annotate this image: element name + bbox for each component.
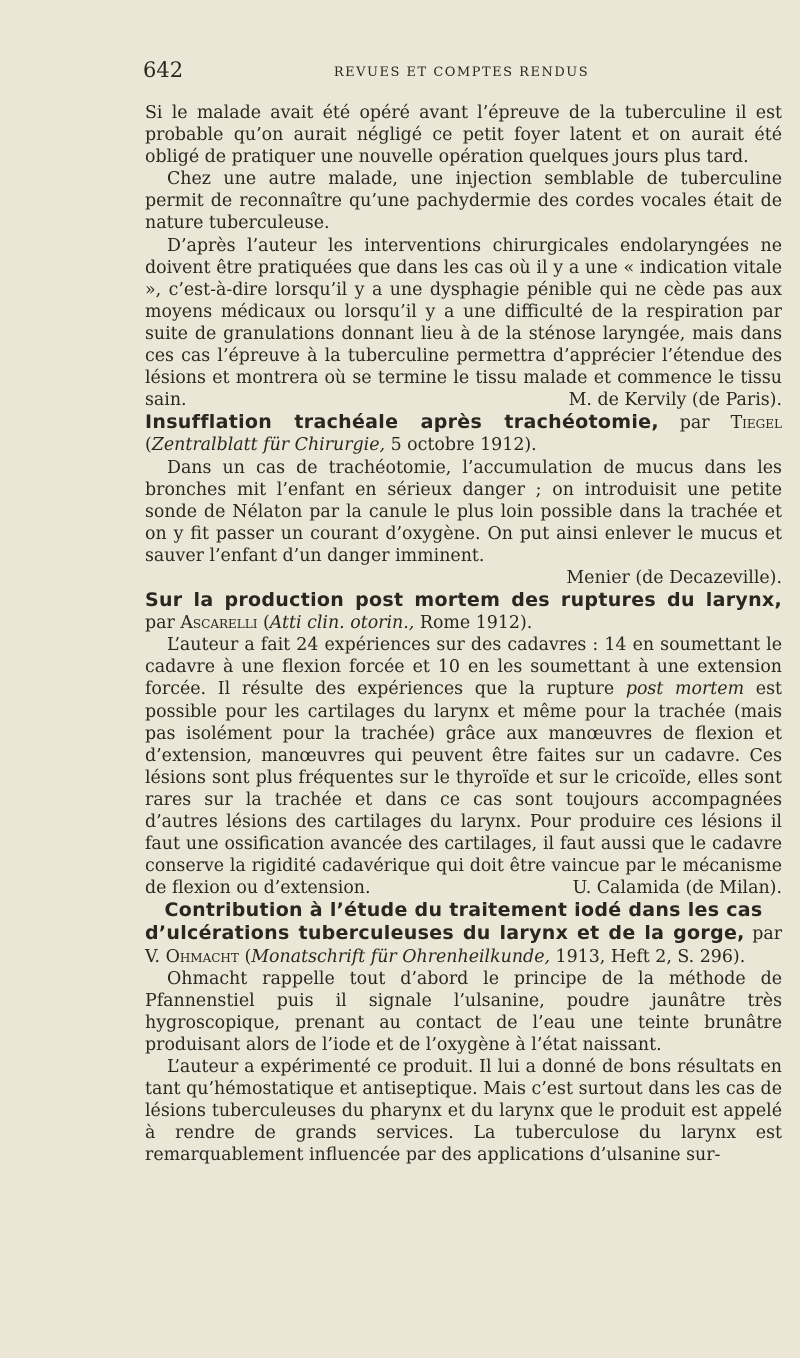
journal-name: Monatschrift für Ohrenheilkunde, bbox=[251, 946, 551, 967]
signature: U. Calamida (de Milan). bbox=[572, 878, 782, 899]
article-title: d’ulcérations tuberculeuses du larynx et de la gorge, bbox=[145, 922, 745, 945]
journal-name: Atti clin. otorin., bbox=[269, 613, 415, 634]
signature: M. de Kervily (de Paris). bbox=[568, 390, 782, 411]
paragraph: Dans un cas de trachéotomie, l’accumulation de mucus dans les bronches mit l’enfant en sérieux danger ; on introduisit une petite sonde de Nélaton par la canule le plus loin possible dans la trachée et on y fit passer un courant d’oxygène. On put ainsi enlever le mucus et sauver l’enfant d’un danger imminent. bbox=[145, 457, 782, 566]
running-title: REVUES ET COMPTES RENDUS bbox=[333, 65, 590, 80]
paragraph: Si le malade avait été opéré avant l’épreuve de la tuberculine il est probable qu’on aurait négligé ce petit foyer latent et on aurait été obligé de pratiquer une nouvelle opération quelques jours plus tard. bbox=[145, 103, 782, 168]
article-heading: Sur la production post mortem des ruptures du larynx, par Ascarelli (Atti clin. otorin., Rome 1912). bbox=[145, 589, 782, 634]
article-title: Contribution à l’étude du traitement iodé dans les cas bbox=[164, 899, 763, 922]
article-author: Tiegel bbox=[730, 413, 782, 434]
paragraph bbox=[145, 235, 782, 412]
article-author: V. Ohmacht bbox=[145, 946, 239, 967]
paragraph: L’auteur a expérimenté ce produit. Il lui a donné de bons résultats en tant qu’hémostatique et antiseptique. Mais c’est surtout dans les cas de lésions tuberculeuses du pharynx et du larynx que le produit est appelé à rendre de grands services. La tuberculose du larynx est remarquablement influencée par des applications d’ulsanine sur- bbox=[145, 1057, 782, 1166]
paragraph: L’auteur a fait 24 expériences sur des cadavres : 14 en soumettant le cadavre à une flexion forcée et 10 en les soumettant à une extension forcée. Il résulte des expériences que la rupture post mortem est possible pour les cartilages du larynx et même pour la trachée (mais pas isolément pour la trachée) grâce aux manœuvres de flexion et d’extension, manœuvres qui peuvent être faites sur un cadavre. Ces lésions sont plus fréquentes sur le thyroïde et sur le cricoïde, elles sont rares sur la trachée et dans ce cas sont toujours accompagnées d’autres lésions des cartilages du larynx. Pour produire ces lésions il faut une ossification avancée des cartilages, il faut aussi que le cadavre conserve la rigidité cadavérique qui doit être vaincue par le mécanisme de flexion ou d’extension. U. Calamida (de Milan). bbox=[145, 635, 783, 899]
journal-name: Zentralblatt für Chirurgie, bbox=[151, 435, 386, 456]
article-author: Ascarelli bbox=[180, 613, 258, 634]
article-heading: Insufflation trachéale après trachéotomie, par Tiegel (Zentralblatt für Chirurgie, 5 octobre 1912). bbox=[145, 411, 782, 456]
article-heading bbox=[145, 899, 782, 922]
page-body bbox=[145, 102, 782, 1167]
paragraph-text: D’après l’auteur les interventions chirurgicales endolaryngées ne doivent être pratiquées que dans les cas où il y a une « indication vitale », c’est-à-dire lorsqu’il y a une dysphagie pénible qui ne cède pas aux moyens médicaux ou lorsqu’il y a une difficulté de la respiration par suite de granulations donnant lieu à de la sténose laryngée, mais dans ces cas l’épreuve à la tuberculine permettra d’apprécier l’étendue des lésions et montrera où se termine le tissu malade et commence le tissu sain. bbox=[145, 235, 782, 411]
page-header bbox=[143, 58, 780, 88]
article-heading-cont: d’ulcérations tuberculeuses du larynx et de la gorge, par V. Ohmacht (Monatschrift für Ohrenheilkunde, 1913, Heft 2, S. 296). bbox=[145, 922, 783, 967]
paragraph: Ohmacht rappelle tout d’abord le principe de la méthode de Pfannenstiel puis il signale l’ulsanine, poudre jaunâtre très hygroscopique, prenant au contact de l’eau une teinte brunâtre produisant alors de l’iode et de l’oxygène à l’état naissant. bbox=[145, 968, 782, 1055]
signature: Menier (de Decazeville). bbox=[566, 567, 782, 588]
article-title: Insufflation trachéale après trachéotomie, bbox=[145, 411, 659, 434]
paragraph: Chez une autre malade, une injection semblable de tuberculine permit de reconnaître qu’une pachydermie des cordes vocales était de nature tuberculeuse. bbox=[145, 169, 782, 234]
page-number: 642 bbox=[143, 58, 184, 82]
article-title: Sur la production post mortem des ruptures du larynx, bbox=[145, 589, 782, 612]
